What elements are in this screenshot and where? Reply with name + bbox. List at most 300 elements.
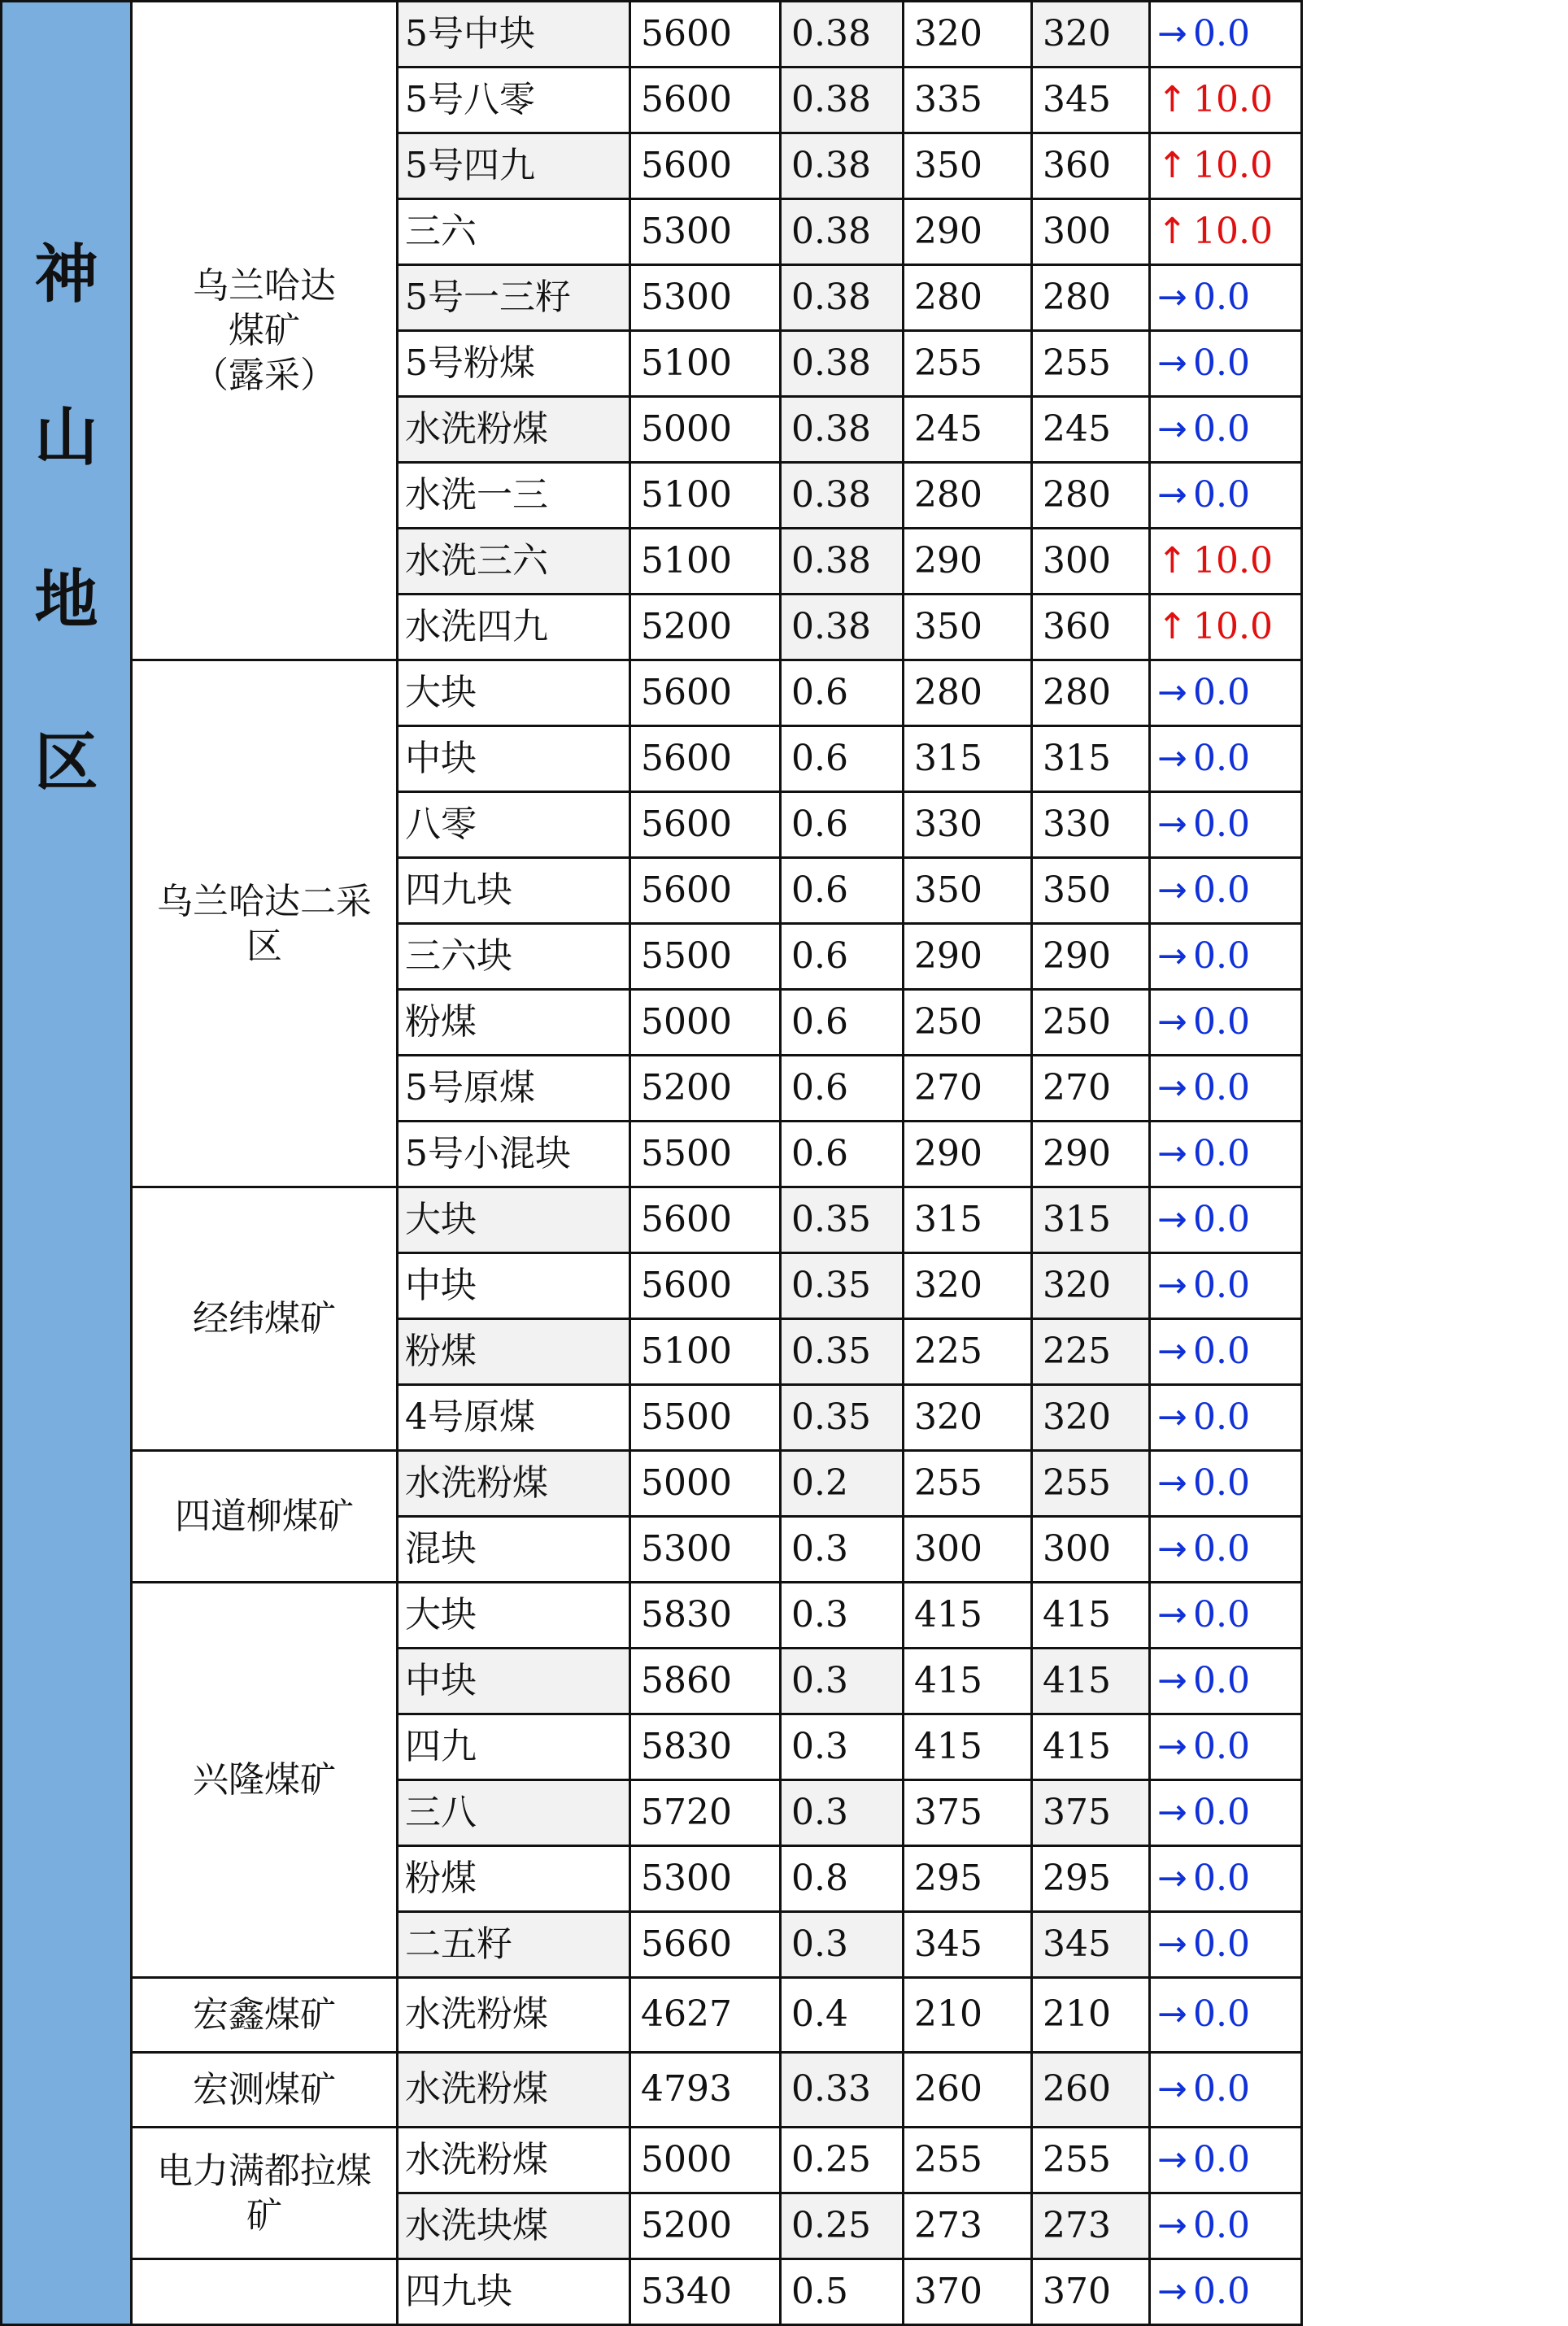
calorific-value: 5340 (630, 2259, 781, 2325)
table-row (2, 2053, 1568, 2128)
price-change-value: 0.0 (1193, 672, 1250, 713)
current-price: 330 (1032, 792, 1150, 858)
mine-name-cell (132, 660, 398, 1187)
previous-price: 270 (904, 1056, 1032, 1122)
arrow-right-icon: → (1157, 1398, 1193, 1437)
price-change (1150, 1187, 1302, 1253)
product-name: 水洗粉煤 (398, 2128, 630, 2193)
calorific-value: 5000 (630, 397, 781, 463)
arrow-right-icon: → (1157, 1925, 1193, 1964)
arrow-right-icon: → (1157, 15, 1193, 54)
price-change-value: 10.0 (1193, 79, 1273, 120)
product-name: 水洗粉煤 (398, 397, 630, 463)
previous-price: 260 (904, 2053, 1032, 2128)
arrow-right-icon: → (1157, 2272, 1193, 2311)
calorific-value: 5200 (630, 1056, 781, 1122)
previous-price: 415 (904, 1714, 1032, 1780)
sulfur-content: 0.3 (781, 1583, 904, 1649)
arrow-right-icon: → (1157, 344, 1193, 383)
mine-name-cell (132, 2128, 398, 2259)
price-change-value: 0.0 (1193, 738, 1250, 779)
product-name: 四九块 (398, 2259, 630, 2325)
arrow-right-icon: → (1157, 410, 1193, 449)
arrow-up-icon: ↑ (1157, 542, 1193, 581)
mine-name-line: 煤矿 (133, 308, 396, 353)
mine-name-cell (132, 1583, 398, 1978)
price-change-value: 0.0 (1193, 1726, 1250, 1767)
previous-price: 225 (904, 1319, 1032, 1385)
price-change (1150, 990, 1302, 1056)
blank-cell (1302, 660, 1568, 1187)
arrow-right-icon: → (1157, 871, 1193, 910)
product-name: 水洗粉煤 (398, 2053, 630, 2128)
product-name: 水洗粉煤 (398, 1451, 630, 1517)
price-change (1150, 2193, 1302, 2259)
calorific-value: 4793 (630, 2053, 781, 2128)
previous-price: 320 (904, 1253, 1032, 1319)
current-price: 273 (1032, 2193, 1150, 2259)
sulfur-content: 0.4 (781, 1978, 904, 2053)
sulfur-content: 0.3 (781, 1649, 904, 1714)
mine-name-cell (132, 1451, 398, 1583)
product-name: 水洗一三 (398, 463, 630, 529)
price-change (1150, 68, 1302, 133)
price-change-value: 0.0 (1193, 1993, 1250, 2035)
product-name: 粉煤 (398, 990, 630, 1056)
previous-price: 290 (904, 529, 1032, 595)
sulfur-content: 0.6 (781, 660, 904, 726)
previous-price: 375 (904, 1780, 1032, 1846)
price-change (1150, 924, 1302, 990)
price-change-value: 10.0 (1193, 145, 1273, 186)
price-change-value: 0.0 (1193, 1660, 1250, 1701)
arrow-right-icon: → (1157, 1332, 1193, 1371)
calorific-value: 5830 (630, 1583, 781, 1649)
current-price: 280 (1032, 660, 1150, 726)
product-name: 水洗四九 (398, 595, 630, 660)
current-price: 360 (1032, 133, 1150, 199)
arrow-right-icon: → (1157, 1727, 1193, 1766)
product-name: 粉煤 (398, 1319, 630, 1385)
price-change-value: 0.0 (1193, 13, 1250, 54)
previous-price: 415 (904, 1583, 1032, 1649)
previous-price: 415 (904, 1649, 1032, 1714)
price-change-value: 0.0 (1193, 1594, 1250, 1636)
current-price: 315 (1032, 1187, 1150, 1253)
previous-price: 255 (904, 2128, 1032, 2193)
sulfur-content: 0.38 (781, 133, 904, 199)
price-change-value: 0.0 (1193, 1133, 1250, 1174)
previous-price: 250 (904, 990, 1032, 1056)
current-price: 320 (1032, 1385, 1150, 1451)
current-price: 300 (1032, 199, 1150, 265)
product-name: 大块 (398, 660, 630, 726)
arrow-right-icon: → (1157, 1596, 1193, 1635)
current-price: 350 (1032, 858, 1150, 924)
calorific-value: 5600 (630, 1187, 781, 1253)
calorific-value: 5000 (630, 2128, 781, 2193)
arrow-right-icon: → (1157, 937, 1193, 976)
product-name: 4号原煤 (398, 1385, 630, 1451)
calorific-value: 5100 (630, 463, 781, 529)
price-change-value: 0.0 (1193, 342, 1250, 384)
previous-price: 280 (904, 265, 1032, 331)
sulfur-content: 0.38 (781, 265, 904, 331)
product-name: 5号一三籽 (398, 265, 630, 331)
product-name: 5号中块 (398, 2, 630, 68)
mine-name-line: 兴隆煤矿 (133, 1758, 396, 1802)
mine-name-line: 宏测煤矿 (133, 2067, 396, 2112)
product-name: 四九 (398, 1714, 630, 1780)
product-name: 大块 (398, 1583, 630, 1649)
current-price: 250 (1032, 990, 1150, 1056)
price-change (1150, 2, 1302, 68)
product-name: 大块 (398, 1187, 630, 1253)
current-price: 260 (1032, 2053, 1150, 2128)
current-price: 370 (1032, 2259, 1150, 2325)
price-change-value: 0.0 (1193, 408, 1250, 450)
previous-price: 350 (904, 133, 1032, 199)
product-name: 八零 (398, 792, 630, 858)
calorific-value: 5500 (630, 1122, 781, 1187)
arrow-right-icon: → (1157, 1003, 1193, 1042)
price-change (1150, 660, 1302, 726)
previous-price: 245 (904, 397, 1032, 463)
table-row (2, 2128, 1568, 2193)
current-price: 415 (1032, 1714, 1150, 1780)
price-change-value: 0.0 (1193, 1331, 1250, 1372)
current-price: 280 (1032, 463, 1150, 529)
sulfur-content: 0.6 (781, 1056, 904, 1122)
calorific-value: 5600 (630, 133, 781, 199)
sulfur-content: 0.6 (781, 726, 904, 792)
sulfur-content: 0.3 (781, 1517, 904, 1583)
price-change (1150, 265, 1302, 331)
arrow-up-icon: ↑ (1157, 608, 1193, 647)
sulfur-content: 0.6 (781, 792, 904, 858)
previous-price: 315 (904, 726, 1032, 792)
product-name: 5号八零 (398, 68, 630, 133)
calorific-value: 5500 (630, 1385, 781, 1451)
price-change (1150, 1912, 1302, 1978)
previous-price: 280 (904, 660, 1032, 726)
price-change-value: 0.0 (1193, 1462, 1250, 1504)
mine-name-cell (132, 2, 398, 660)
mine-name-line: 乌兰哈达 (133, 264, 396, 308)
sulfur-content: 0.38 (781, 331, 904, 397)
calorific-value: 5600 (630, 660, 781, 726)
price-change (1150, 133, 1302, 199)
arrow-right-icon: → (1157, 673, 1193, 712)
table-row (2, 660, 1568, 726)
product-name: 5号四九 (398, 133, 630, 199)
price-change (1150, 2053, 1302, 2128)
price-change-value: 0.0 (1193, 2139, 1250, 2180)
price-change-value: 0.0 (1193, 1396, 1250, 1438)
previous-price: 210 (904, 1978, 1032, 2053)
arrow-up-icon: ↑ (1157, 81, 1193, 120)
region-char: 神 (2, 238, 130, 401)
arrow-right-icon: → (1157, 2141, 1193, 2180)
price-change-value: 0.0 (1193, 2068, 1250, 2110)
current-price: 225 (1032, 1319, 1150, 1385)
calorific-value: 5300 (630, 1846, 781, 1912)
current-price: 345 (1032, 1912, 1150, 1978)
product-name: 5号小混块 (398, 1122, 630, 1187)
price-change-value: 0.0 (1193, 869, 1250, 911)
arrow-right-icon: → (1157, 1135, 1193, 1174)
price-change-value: 10.0 (1193, 606, 1273, 647)
previous-price: 320 (904, 2, 1032, 68)
sulfur-content: 0.2 (781, 1451, 904, 1517)
price-change (1150, 1780, 1302, 1846)
mine-name-cell (132, 1978, 398, 2053)
sulfur-content: 0.5 (781, 2259, 904, 2325)
blank-cell (1302, 1187, 1568, 1451)
price-change-value: 0.0 (1193, 1067, 1250, 1109)
calorific-value: 4627 (630, 1978, 781, 2053)
price-change (1150, 463, 1302, 529)
product-name: 混块 (398, 1517, 630, 1583)
region-char: 地 (2, 564, 130, 726)
calorific-value: 5600 (630, 2, 781, 68)
sulfur-content: 0.25 (781, 2193, 904, 2259)
current-price: 245 (1032, 397, 1150, 463)
table-body (2, 2, 1568, 2325)
calorific-value: 5100 (630, 331, 781, 397)
previous-price: 315 (904, 1187, 1032, 1253)
current-price: 255 (1032, 331, 1150, 397)
arrow-right-icon: → (1157, 1069, 1193, 1108)
mine-name-line: 经纬煤矿 (133, 1296, 396, 1341)
previous-price: 370 (904, 2259, 1032, 2325)
calorific-value: 5600 (630, 792, 781, 858)
price-change (1150, 792, 1302, 858)
product-name: 水洗块煤 (398, 2193, 630, 2259)
sulfur-content: 0.6 (781, 1122, 904, 1187)
previous-price: 335 (904, 68, 1032, 133)
current-price: 320 (1032, 2, 1150, 68)
price-change-value: 0.0 (1193, 935, 1250, 977)
price-change-value: 0.0 (1193, 1265, 1250, 1306)
price-change (1150, 1385, 1302, 1451)
current-price: 280 (1032, 265, 1150, 331)
current-price: 290 (1032, 924, 1150, 990)
calorific-value: 5600 (630, 858, 781, 924)
price-change-value: 10.0 (1193, 211, 1273, 252)
current-price: 300 (1032, 529, 1150, 595)
arrow-right-icon: → (1157, 1859, 1193, 1898)
mine-name-line: 矿 (133, 2193, 396, 2238)
calorific-value: 5600 (630, 68, 781, 133)
table-row (2, 2, 1568, 68)
price-change (1150, 1056, 1302, 1122)
arrow-right-icon: → (1157, 1464, 1193, 1503)
calorific-value: 5300 (630, 1517, 781, 1583)
region-char: 区 (2, 726, 130, 889)
calorific-value: 5100 (630, 1319, 781, 1385)
price-change-value: 0.0 (1193, 1858, 1250, 1899)
calorific-value: 5830 (630, 1714, 781, 1780)
previous-price: 255 (904, 331, 1032, 397)
arrow-right-icon: → (1157, 805, 1193, 844)
previous-price: 295 (904, 1846, 1032, 1912)
product-name: 中块 (398, 1649, 630, 1714)
price-change (1150, 1253, 1302, 1319)
table-row (2, 1187, 1568, 1253)
price-change (1150, 726, 1302, 792)
product-name: 5号粉煤 (398, 331, 630, 397)
mine-name-line: 宏鑫煤矿 (133, 1993, 396, 2037)
arrow-right-icon: → (1157, 1995, 1193, 2034)
previous-price: 290 (904, 199, 1032, 265)
price-change (1150, 529, 1302, 595)
sulfur-content: 0.3 (781, 1780, 904, 1846)
calorific-value: 5500 (630, 924, 781, 990)
price-change-value: 0.0 (1193, 1199, 1250, 1240)
product-name: 水洗三六 (398, 529, 630, 595)
blank-cell (1302, 1978, 1568, 2053)
sulfur-content: 0.38 (781, 2, 904, 68)
product-name: 水洗粉煤 (398, 1978, 630, 2053)
calorific-value: 5860 (630, 1649, 781, 1714)
price-change-value: 0.0 (1193, 1001, 1250, 1043)
current-price: 255 (1032, 2128, 1150, 2193)
sulfur-content: 0.25 (781, 2128, 904, 2193)
product-name: 5号原煤 (398, 1056, 630, 1122)
price-change (1150, 1583, 1302, 1649)
current-price: 295 (1032, 1846, 1150, 1912)
sulfur-content: 0.38 (781, 68, 904, 133)
arrow-right-icon: → (1157, 1200, 1193, 1239)
product-name: 粉煤 (398, 1846, 630, 1912)
price-change (1150, 595, 1302, 660)
sulfur-content: 0.35 (781, 1187, 904, 1253)
previous-price: 290 (904, 1122, 1032, 1187)
current-price: 360 (1032, 595, 1150, 660)
blank-cell (1302, 1451, 1568, 1583)
previous-price: 255 (904, 1451, 1032, 1517)
price-change (1150, 1122, 1302, 1187)
price-change-value: 10.0 (1193, 540, 1273, 582)
calorific-value: 5200 (630, 595, 781, 660)
table-row (2, 2259, 1568, 2325)
arrow-right-icon: → (1157, 1530, 1193, 1569)
current-price: 415 (1032, 1583, 1150, 1649)
table-row (2, 1583, 1568, 1649)
sulfur-content: 0.6 (781, 990, 904, 1056)
previous-price: 280 (904, 463, 1032, 529)
arrow-up-icon: ↑ (1157, 212, 1193, 251)
previous-price: 320 (904, 1385, 1032, 1451)
previous-price: 345 (904, 1912, 1032, 1978)
sulfur-content: 0.38 (781, 397, 904, 463)
calorific-value: 5300 (630, 199, 781, 265)
previous-price: 300 (904, 1517, 1032, 1583)
price-change (1150, 1319, 1302, 1385)
mine-name-cell (132, 1187, 398, 1451)
price-change (1150, 1846, 1302, 1912)
current-price: 210 (1032, 1978, 1150, 2053)
price-change (1150, 1517, 1302, 1583)
blank-cell (1302, 2053, 1568, 2128)
arrow-right-icon: → (1157, 2206, 1193, 2245)
mine-name-line: 区 (133, 924, 396, 969)
blank-cell (1302, 1583, 1568, 1978)
price-change (1150, 199, 1302, 265)
previous-price: 350 (904, 595, 1032, 660)
arrow-right-icon: → (1157, 1266, 1193, 1305)
sulfur-content: 0.38 (781, 529, 904, 595)
sulfur-content: 0.35 (781, 1385, 904, 1451)
current-price: 415 (1032, 1649, 1150, 1714)
arrow-right-icon: → (1157, 1793, 1193, 1832)
arrow-right-icon: → (1157, 476, 1193, 515)
current-price: 375 (1032, 1780, 1150, 1846)
current-price: 270 (1032, 1056, 1150, 1122)
current-price: 290 (1032, 1122, 1150, 1187)
price-change (1150, 1451, 1302, 1517)
price-change-value: 0.0 (1193, 1792, 1250, 1833)
sulfur-content: 0.35 (781, 1319, 904, 1385)
price-change (1150, 858, 1302, 924)
price-change-value: 0.0 (1193, 2271, 1250, 2312)
mine-name-cell (132, 2053, 398, 2128)
price-change (1150, 1714, 1302, 1780)
sulfur-content: 0.38 (781, 595, 904, 660)
price-change (1150, 2128, 1302, 2193)
arrow-right-icon: → (1157, 2070, 1193, 2109)
mine-name-line: （露采） (133, 353, 396, 398)
blank-cell (1302, 2, 1568, 660)
arrow-up-icon: ↑ (1157, 146, 1193, 185)
sulfur-content: 0.33 (781, 2053, 904, 2128)
previous-price: 273 (904, 2193, 1032, 2259)
product-name: 三六 (398, 199, 630, 265)
product-name: 三八 (398, 1780, 630, 1846)
sulfur-content: 0.38 (781, 199, 904, 265)
current-price: 320 (1032, 1253, 1150, 1319)
calorific-value: 5100 (630, 529, 781, 595)
calorific-value: 5600 (630, 1253, 781, 1319)
calorific-value: 5660 (630, 1912, 781, 1978)
current-price: 315 (1032, 726, 1150, 792)
price-change (1150, 1978, 1302, 2053)
calorific-value: 5200 (630, 2193, 781, 2259)
calorific-value: 5000 (630, 1451, 781, 1517)
calorific-value: 5300 (630, 265, 781, 331)
table-row (2, 1978, 1568, 2053)
mine-name-line: 四道柳煤矿 (133, 1494, 396, 1539)
price-change-value: 0.0 (1193, 277, 1250, 318)
sulfur-content: 0.8 (781, 1846, 904, 1912)
price-change-value: 0.0 (1193, 1528, 1250, 1570)
price-change-value: 0.0 (1193, 474, 1250, 516)
calorific-value: 5720 (630, 1780, 781, 1846)
previous-price: 290 (904, 924, 1032, 990)
price-change (1150, 397, 1302, 463)
price-change-value: 0.0 (1193, 1923, 1250, 1965)
previous-price: 350 (904, 858, 1032, 924)
price-change (1150, 331, 1302, 397)
blank-cell (1302, 2128, 1568, 2259)
region-cell (2, 2, 132, 2325)
current-price: 300 (1032, 1517, 1150, 1583)
product-name: 三六块 (398, 924, 630, 990)
sulfur-content: 0.3 (781, 1912, 904, 1978)
product-name: 中块 (398, 726, 630, 792)
product-name: 二五籽 (398, 1912, 630, 1978)
